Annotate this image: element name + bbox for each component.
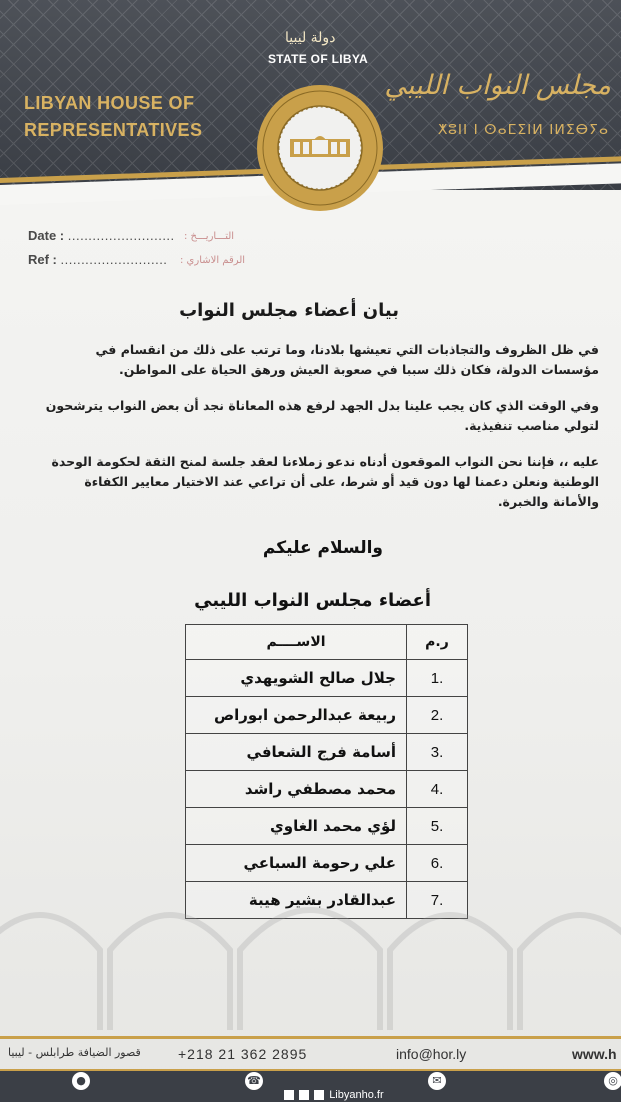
member-name: جلال صالح الشويهدي — [186, 660, 407, 697]
row-number: 2. — [407, 697, 468, 734]
table-row — [186, 808, 468, 845]
facebook-icon — [284, 1090, 294, 1100]
house-name-line2: REPRESENTATIVES — [24, 120, 203, 140]
table-row — [186, 734, 468, 771]
member-name: ربيعة عبدالرحمن ابوراص — [186, 697, 407, 734]
footer-divider — [0, 1036, 621, 1039]
statement-title: بيان أعضاء مجلس النواب — [179, 300, 399, 321]
social-handles — [284, 1089, 384, 1101]
member-name: عبدالقادر بشير هيبة — [186, 882, 407, 919]
paragraph-3: عليه ،، فإننا نحن النواب الموقعون أدناه ندعو زملاءنا لعقد جلسة لمنح الثقة لحكومة الوحدة الوطنية ونعلن دعمنا لها دون قيد أو شرط، على أن تراعي عند الاختيار معايير الكفاءة والأمانة والخبرة. — [51, 454, 599, 509]
table-header-row — [186, 625, 468, 660]
members-table — [185, 624, 468, 919]
house-name-line1: LIBYAN HOUSE OF — [24, 93, 195, 113]
watermark-arches — [0, 880, 621, 1030]
house-name-english — [24, 90, 202, 144]
row-number: 3. — [407, 734, 468, 771]
social-handle-text: Libyanho.fr — [329, 1089, 384, 1101]
closing-greeting: والسلام عليكم — [262, 538, 383, 558]
web-icon: ◎ — [604, 1072, 621, 1090]
row-number: 6. — [407, 845, 468, 882]
youtube-icon — [299, 1090, 309, 1100]
footer-phone: +218 21 362 2895 — [178, 1046, 308, 1062]
state-name-english: STATE OF LIBYA — [268, 52, 368, 66]
ref-row — [28, 252, 167, 267]
email-icon: ✉ — [428, 1072, 446, 1090]
table-row — [186, 771, 468, 808]
row-number: 5. — [407, 808, 468, 845]
column-header-number: ر.م — [407, 625, 468, 660]
member-name: أسامة فرج الشعافي — [186, 734, 407, 771]
date-label: Date : — [28, 228, 65, 243]
ref-label-arabic: الرقم الاشاري : — [180, 255, 246, 266]
member-name: لؤي محمد الغاوي — [186, 808, 407, 845]
row-number: 1. — [407, 660, 468, 697]
table-row — [186, 697, 468, 734]
parliament-seal-icon — [254, 82, 386, 214]
paragraph-1: في ظل الظروف والتجاذبات التي تعيشها بلادنا، وما ترتب على ذلك من انقسام في مؤسسات الدولة، فكان ذلك سببا في صعوبة العيش ورهق الحياة على المواطن. — [95, 342, 599, 377]
date-dots: .......................... — [67, 228, 175, 243]
footer-email[interactable]: info@hor.ly — [396, 1046, 467, 1062]
row-number: 4. — [407, 771, 468, 808]
phone-icon: ☎ — [245, 1072, 263, 1090]
member-name: علي رحومة السباعي — [186, 845, 407, 882]
ref-dots: .......................... — [60, 252, 168, 267]
paragraph-2: وفي الوقت الذي كان يجب علينا بدل الجهد لرفع هذه المعاناة نجد أن بعض النواب يترشحون لتولي مناصب تنفيذية. — [45, 398, 599, 433]
house-name-arabic: مجلس النواب الليبي — [384, 70, 611, 101]
state-name-arabic: دولة ليبيا — [285, 30, 336, 46]
table-row — [186, 660, 468, 697]
footer-website[interactable]: www.h — [572, 1046, 617, 1062]
members-title: أعضاء مجلس النواب الليبي — [194, 590, 431, 611]
footer-address: قصور الضيافة طرابلس - ليبيا — [8, 1046, 141, 1059]
location-icon: ● — [72, 1072, 90, 1090]
row-number: 7. — [407, 882, 468, 919]
date-label-arabic: التـــاريـــخ : — [184, 231, 235, 242]
table-row — [186, 845, 468, 882]
date-row — [28, 228, 175, 243]
member-name: محمد مصطفي راشد — [186, 771, 407, 808]
twitter-icon — [314, 1090, 324, 1100]
column-header-name: الاســــم — [186, 625, 407, 660]
house-name-tifinagh: ⵅⵓⵏⵏ ⵏ ⵙⴰⵎⵉⵏⵍ ⵏⵍⵉⴱⵢⴰ — [437, 122, 609, 138]
ref-label: Ref : — [28, 252, 57, 267]
footer-gold-line — [0, 1069, 621, 1071]
